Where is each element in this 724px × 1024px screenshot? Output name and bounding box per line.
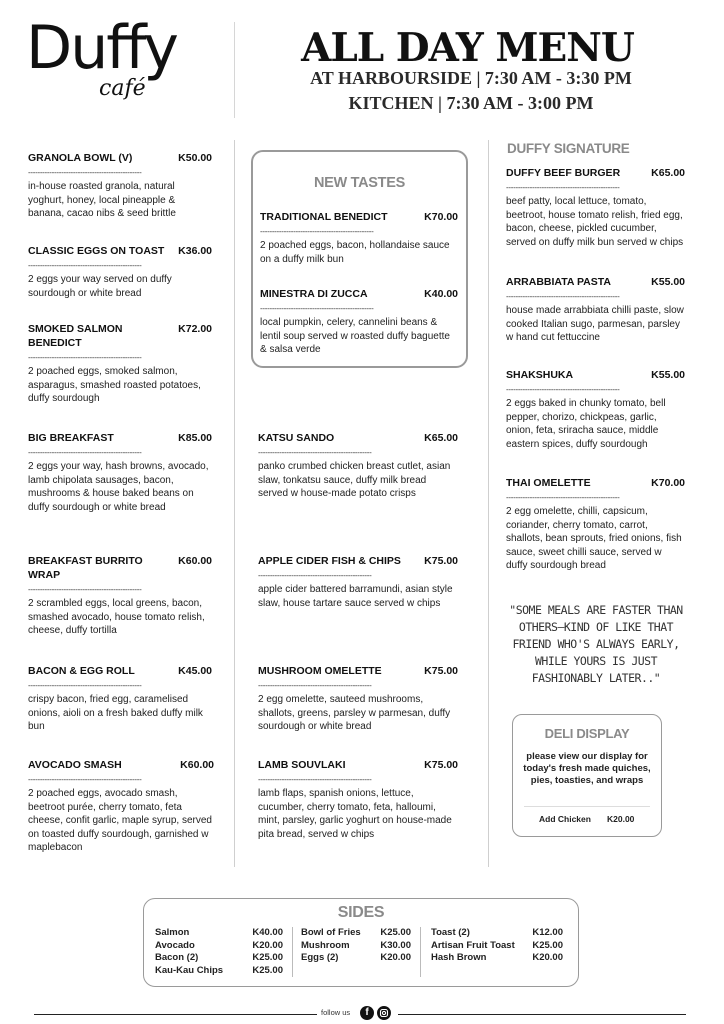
side-item bbox=[301, 927, 411, 940]
item-divider: ------------------------------------------------ bbox=[28, 261, 142, 270]
menu-item bbox=[258, 758, 458, 841]
item-price: K60.00 bbox=[178, 555, 212, 567]
item-description: 2 egg omelette, sauteed mushrooms, shallots, greens, parsley w parmesan, duffy sourdough or white bread bbox=[258, 694, 451, 733]
side-price: K30.00 bbox=[380, 939, 411, 951]
menu-item bbox=[260, 287, 458, 357]
menu-item bbox=[28, 322, 212, 406]
side-item bbox=[155, 927, 283, 940]
item-price: K36.00 bbox=[178, 245, 212, 257]
item-divider: ------------------------------------------------ bbox=[506, 292, 620, 301]
sides-column bbox=[155, 927, 283, 977]
item-price: K65.00 bbox=[651, 167, 685, 179]
item-divider: ------------------------------------------------ bbox=[258, 681, 372, 690]
item-divider: ------------------------------------------------ bbox=[260, 227, 374, 236]
item-name: BIG BREAKFAST bbox=[28, 432, 114, 444]
item-divider: ------------------------------------------------ bbox=[28, 775, 142, 784]
menu-item bbox=[28, 758, 214, 855]
item-name: KATSU SANDO bbox=[258, 432, 335, 444]
brand-name: Duffy bbox=[26, 13, 177, 83]
item-name: APPLE CIDER FISH & CHIPS bbox=[258, 555, 401, 567]
facebook-icon[interactable]: f bbox=[360, 1006, 374, 1020]
column-divider bbox=[488, 140, 489, 867]
item-description: 2 eggs your way, hash browns, avocado, lamb chipolata sausages, bacon, mushrooms & house baked beans on duffy sourdough or white bread bbox=[28, 461, 209, 513]
item-description: in-house roasted granola, natural yoghurt, honey, local pineapple & banana, cacao nibs & seed brittle bbox=[28, 181, 176, 220]
item-description: local pumpkin, celery, cannelini beans & lentil soup served w roasted duffy baguette & salsa verde bbox=[260, 317, 450, 356]
harbourside-hours: AT HARBOURSIDE | 7:30 AM - 3:30 PM bbox=[310, 68, 632, 88]
item-divider: ------------------------------------------------ bbox=[28, 448, 142, 457]
menu-item bbox=[506, 275, 685, 345]
kitchen-hours: KITCHEN | 7:30 AM - 3:00 PM bbox=[348, 93, 594, 113]
side-name: Mushroom bbox=[301, 939, 350, 951]
sides-column bbox=[301, 927, 411, 965]
item-name: THAI OMELETTE bbox=[506, 477, 591, 489]
menu-item bbox=[28, 554, 212, 638]
side-name: Kau-Kau Chips bbox=[155, 964, 224, 976]
item-divider: ------------------------------------------------ bbox=[506, 183, 620, 192]
menu-title: ALL DAY MENU bbox=[301, 25, 634, 71]
menu-item bbox=[28, 151, 212, 221]
side-item bbox=[155, 940, 283, 953]
side-item bbox=[155, 965, 283, 978]
deli-addon-price: K20.00 bbox=[607, 814, 635, 824]
item-divider: ------------------------------------------------ bbox=[28, 353, 142, 362]
item-name: BACON & EGG ROLL bbox=[28, 665, 135, 677]
side-item bbox=[301, 952, 411, 965]
menu-item bbox=[258, 554, 458, 610]
side-name: Avocado bbox=[155, 939, 195, 951]
side-name: Bacon (2) bbox=[155, 952, 199, 964]
item-description: panko crumbed chicken breast cutlet, asian slaw, tonkatsu sauce, duffy milk bread served w house-made potato crisps bbox=[258, 461, 451, 500]
brand-sub: café bbox=[99, 76, 146, 101]
sides-divider bbox=[292, 927, 293, 977]
sides-column bbox=[431, 927, 563, 965]
deli-title: DELI DISPLAY bbox=[544, 726, 630, 741]
menu-item bbox=[258, 664, 458, 734]
item-description: beef patty, local lettuce, tomato, beetroot, house tomato relish, fried egg, bacon, cheese, pickled cucumber, served on duffy milk bun served w chips bbox=[506, 196, 684, 248]
side-price: K20.00 bbox=[532, 952, 563, 964]
item-name: MUSHROOM OMELETTE bbox=[258, 665, 382, 677]
item-price: K70.00 bbox=[651, 477, 685, 489]
menu-item bbox=[506, 368, 685, 451]
item-name: ARRABBIATA PASTA bbox=[506, 276, 611, 288]
item-description: crispy bacon, fried egg, caramelised onions, aioli on a fresh baked duffy milk bun bbox=[28, 694, 203, 733]
item-divider: ------------------------------------------------ bbox=[28, 681, 142, 690]
item-divider: ------------------------------------------------ bbox=[506, 385, 620, 394]
side-name: Bowl of Fries bbox=[301, 927, 361, 938]
item-price: K60.00 bbox=[180, 759, 214, 771]
footer-rule-left bbox=[34, 1014, 317, 1015]
item-divider: ------------------------------------------------ bbox=[506, 493, 620, 502]
sides-title: SIDES bbox=[337, 904, 385, 921]
brand-logo bbox=[26, 13, 201, 110]
item-name: BREAKFAST BURRITO WRAP bbox=[28, 555, 143, 581]
signature-title: DUFFY SIGNATURE bbox=[507, 141, 630, 156]
item-divider: ------------------------------------------------ bbox=[260, 304, 374, 313]
side-item bbox=[155, 952, 283, 965]
menu-item bbox=[258, 431, 458, 501]
menu-item bbox=[260, 210, 458, 266]
item-name: LAMB SOUVLAKI bbox=[258, 759, 346, 771]
item-price: K72.00 bbox=[178, 323, 212, 335]
footer-rule-right bbox=[398, 1014, 686, 1015]
item-price: K65.00 bbox=[424, 432, 458, 444]
item-name: AVOCADO SMASH bbox=[28, 759, 122, 771]
item-description: 2 egg omelette, chilli, capsicum, coriander, cherry tomato, carrot, shallots, bean sprouts, fried onions, fish sauce, sweet chilli sauce, served w duffy sourdough bread bbox=[506, 506, 682, 572]
item-description: 2 poached eggs, smoked salmon, asparagus, smashed roasted potatoes, duffy sourdough bbox=[28, 366, 201, 405]
side-name: Artisan Fruit Toast bbox=[431, 939, 515, 951]
side-price: K25.00 bbox=[532, 939, 563, 951]
item-price: K55.00 bbox=[651, 369, 685, 381]
item-name: SMOKED SALMON BENEDICT bbox=[28, 323, 123, 349]
side-item bbox=[431, 952, 563, 965]
menu-item bbox=[506, 166, 685, 249]
item-description: 2 eggs your way served on duffy sourdough or white bread bbox=[28, 274, 172, 299]
item-name: SHAKSHUKA bbox=[506, 369, 574, 381]
menu-item bbox=[28, 431, 212, 514]
item-description: 2 eggs baked in chunky tomato, bell pepper, chorizo, chickpeas, garlic, onion, feta, sriracha sauce, middle eastern spices, duffy sourdough bbox=[506, 398, 666, 450]
item-price: K55.00 bbox=[651, 276, 685, 288]
item-description: lamb flaps, spanish onions, lettuce, cucumber, cherry tomato, feta, halloumi, mint, parsley, garlic yoghurt on house-made pita bread, served w chips bbox=[258, 788, 452, 840]
deli-divider bbox=[524, 806, 650, 807]
side-name: Toast (2) bbox=[431, 927, 470, 938]
header-divider bbox=[234, 22, 235, 118]
side-price: K25.00 bbox=[380, 927, 411, 938]
side-item bbox=[431, 927, 563, 940]
deli-text: please view our display for today's fresh made quiches, pies, toasties, and wraps bbox=[523, 751, 651, 786]
side-price: K25.00 bbox=[252, 952, 283, 964]
side-price: K20.00 bbox=[380, 952, 411, 964]
item-name: GRANOLA BOWL (V) bbox=[28, 152, 133, 164]
side-price: K40.00 bbox=[252, 927, 283, 938]
item-price: K75.00 bbox=[424, 555, 458, 567]
item-divider: ------------------------------------------------ bbox=[258, 775, 372, 784]
item-divider: ------------------------------------------------ bbox=[258, 448, 372, 457]
side-price: K25.00 bbox=[252, 964, 283, 976]
item-name: CLASSIC EGGS ON TOAST bbox=[28, 245, 165, 257]
side-name: Eggs (2) bbox=[301, 952, 339, 964]
item-price: K75.00 bbox=[424, 759, 458, 771]
item-name: MINESTRA DI ZUCCA bbox=[260, 288, 368, 300]
side-item bbox=[431, 940, 563, 953]
menu-item bbox=[28, 244, 212, 300]
instagram-glyph bbox=[377, 1006, 391, 1020]
item-price: K75.00 bbox=[424, 665, 458, 677]
quote: "SOME MEALS ARE FASTER THAN OTHERS—KIND OF LIKE THAT FRIEND WHO'S ALWAYS EARLY, WHILE YOURS IS JUST FASHIONABLY LATER.." bbox=[509, 603, 683, 685]
item-name: TRADITIONAL BENEDICT bbox=[260, 211, 388, 223]
item-divider: ------------------------------------------------ bbox=[28, 585, 142, 594]
menu-item bbox=[506, 476, 685, 573]
new-tastes-title: NEW TASTES bbox=[314, 175, 405, 191]
item-price: K40.00 bbox=[424, 288, 458, 300]
item-divider: ------------------------------------------------ bbox=[28, 168, 142, 177]
side-name: Salmon bbox=[155, 927, 190, 938]
follow-us-label: follow us bbox=[321, 1008, 351, 1017]
item-description: 2 scrambled eggs, local greens, bacon, smashed avocado, house tomato relish, cheese, duffy tortilla bbox=[28, 598, 205, 637]
instagram-icon[interactable] bbox=[377, 1006, 391, 1020]
item-price: K50.00 bbox=[178, 152, 212, 164]
item-price: K70.00 bbox=[424, 211, 458, 223]
item-name: DUFFY BEEF BURGER bbox=[506, 167, 621, 179]
item-description: apple cider battered barramundi, asian style slaw, house tartare sauce served w chips bbox=[258, 584, 453, 609]
menu-item bbox=[28, 664, 212, 734]
item-price: K45.00 bbox=[178, 665, 212, 677]
side-price: K12.00 bbox=[532, 927, 563, 938]
item-description: house made arrabbiata chilli paste, slow cooked Italian sugo, parmesan, parsley w hand cut fettuccine bbox=[506, 305, 684, 344]
deli-addon-name: Add Chicken bbox=[539, 814, 591, 824]
sides-divider bbox=[420, 927, 421, 977]
item-divider: ------------------------------------------------ bbox=[258, 571, 372, 580]
column-divider bbox=[234, 140, 235, 867]
item-description: 2 poached eggs, bacon, hollandaise sauce on a duffy milk bun bbox=[260, 240, 450, 265]
side-name: Hash Brown bbox=[431, 952, 487, 964]
side-item bbox=[301, 940, 411, 953]
side-price: K20.00 bbox=[252, 939, 283, 951]
item-description: 2 poached eggs, avocado smash, beetroot purée, cherry tomato, feta cheese, confit garlic, maple syrup, served on toasted duffy sourdough, garnished w maplebacon bbox=[28, 788, 212, 854]
item-price: K85.00 bbox=[178, 432, 212, 444]
